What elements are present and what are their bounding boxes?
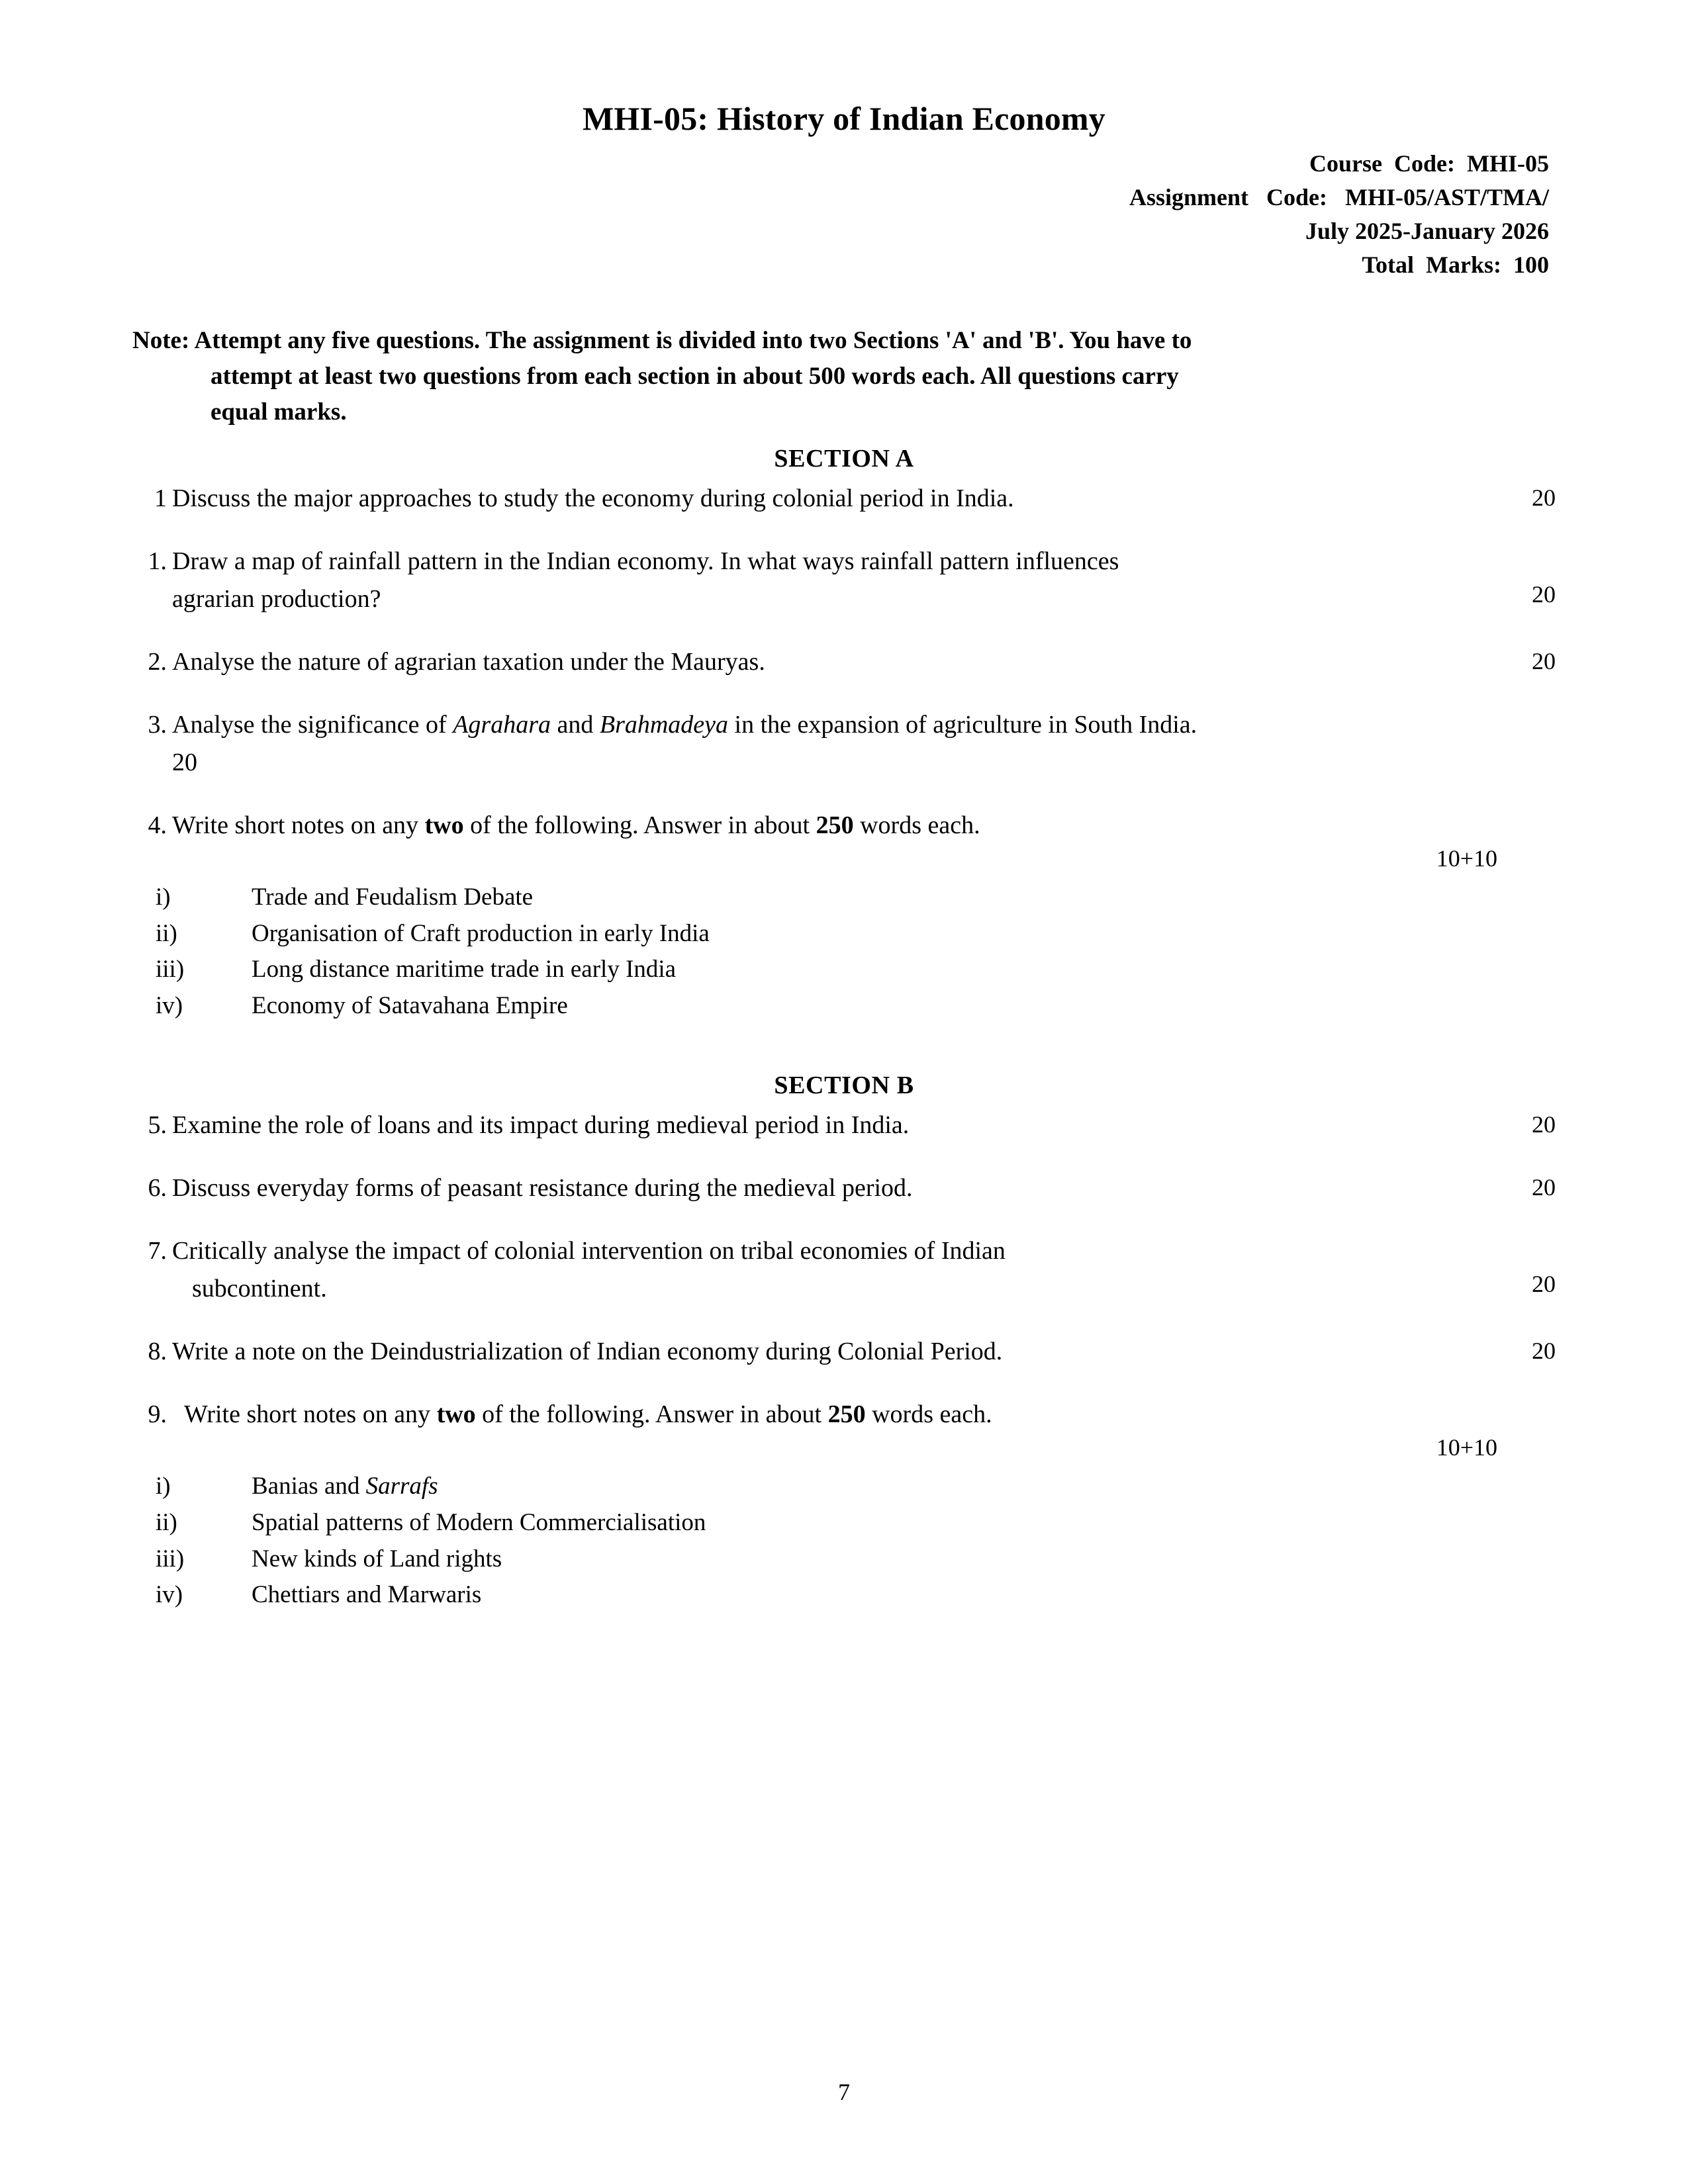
emphasis-word-count: 250 <box>816 811 854 840</box>
question-text: Write a note on the Deindustrialization of Indian economy during Colonial Period. <box>172 1338 1003 1366</box>
question-marks: 20 <box>1532 1174 1556 1201</box>
question-text: Discuss the major approaches to study the economy during colonial period in India. <box>172 484 1014 513</box>
subitem-number: iv) <box>156 991 183 1019</box>
meta-course-code: Course Code: MHI-05 <box>1309 150 1549 177</box>
subitem-label <box>252 1473 438 1500</box>
question-item <box>132 706 1556 782</box>
list-item <box>132 880 1556 915</box>
question-number: 1. <box>148 547 167 576</box>
subitem-label: Spatial patterns of Modern Commercialisation <box>252 1509 706 1537</box>
question-marks: 10+10 <box>1436 1434 1497 1461</box>
question-text-mid: and <box>550 711 600 739</box>
meta-assignment-code: Assignment Code: MHI-05/AST/TMA/ <box>1129 184 1549 211</box>
question-item <box>132 1232 1556 1308</box>
subitem-number: iii) <box>156 1545 185 1572</box>
question-item <box>132 1333 1556 1371</box>
subitem-number: i) <box>156 1473 171 1500</box>
question-number: 7. <box>148 1237 167 1265</box>
question-text: Discuss everyday forms of peasant resistance during the medieval period. <box>172 1174 913 1203</box>
page-title: MHI-05: History of Indian Economy <box>583 100 1105 137</box>
note-label: Note: <box>132 327 190 355</box>
section-a-heading: SECTION A <box>774 445 914 473</box>
question-number: 9. <box>148 1400 167 1429</box>
question-text-mid: of the following. Answer in about <box>463 811 816 840</box>
question-marks: 20 <box>172 749 197 777</box>
question-text-post: in the expansion of agriculture in South India. <box>728 711 1197 739</box>
emphasis-two: two <box>424 811 464 840</box>
question-text-line-2: agrarian production? <box>172 585 381 614</box>
question-text-post: words each. <box>865 1400 992 1429</box>
subitem-list <box>132 1469 1556 1612</box>
term-brahmadeya: Brahmadeya <box>599 711 729 739</box>
question-number: 5. <box>148 1111 167 1140</box>
section-b-heading: SECTION B <box>774 1071 914 1100</box>
emphasis-word-count: 250 <box>827 1400 866 1429</box>
term-agrahara: Agrahara <box>453 711 551 739</box>
question-item <box>132 1396 1556 1433</box>
question-text <box>172 706 1556 744</box>
question-marks: 20 <box>1532 581 1556 608</box>
question-item <box>132 1169 1556 1207</box>
question-number: 3. <box>148 711 167 739</box>
subitem-list <box>132 880 1556 1023</box>
question-item <box>132 643 1556 681</box>
question-number: 4. <box>148 811 167 840</box>
question-text <box>172 807 1450 844</box>
question-marks: 20 <box>1532 1338 1556 1365</box>
list-item <box>132 1506 1556 1541</box>
note-line-1: Attempt any five questions. The assignment is divided into two Sections 'A' and 'B'. You have to <box>194 327 1192 355</box>
list-item <box>132 1542 1556 1577</box>
note-line-3: equal marks. <box>211 398 347 426</box>
list-item <box>132 917 1556 952</box>
subitem-number: ii) <box>156 919 177 947</box>
question-item <box>132 807 1556 844</box>
page-number: 7 <box>838 2079 850 2105</box>
question-text-line-2: subcontinent. <box>192 1275 327 1303</box>
question-marks: 20 <box>1532 1111 1556 1138</box>
list-item <box>132 952 1556 987</box>
question-item <box>132 543 1556 618</box>
question-text-pre: Analyse the significance of <box>172 711 453 739</box>
question-item <box>132 480 1556 518</box>
question-text: Analyse the nature of agrarian taxation under the Mauryas. <box>172 648 765 676</box>
question-text-line-1: Draw a map of rainfall pattern in the Indian economy. In what ways rainfall pattern influences <box>172 547 1119 576</box>
subitem-label: Organisation of Craft production in early India <box>252 919 710 947</box>
list-item <box>132 1578 1556 1613</box>
course-meta-block <box>132 147 1549 282</box>
question-text-post: words each. <box>853 811 980 840</box>
subitem-label-pre: Banias and <box>252 1473 366 1500</box>
list-item <box>132 1469 1556 1504</box>
meta-total-marks: Total Marks: 100 <box>1362 251 1549 279</box>
question-marks: 20 <box>1532 484 1556 512</box>
note-line-2: attempt at least two questions from each section in about 500 words each. All questions carry <box>211 363 1179 390</box>
question-text-mid: of the following. Answer in about <box>475 1400 828 1429</box>
subitem-label: New kinds of Land rights <box>252 1545 502 1572</box>
subitem-label: Long distance maritime trade in early India <box>252 956 677 983</box>
subitem-number: ii) <box>156 1509 177 1537</box>
question-marks: 20 <box>1532 1271 1556 1298</box>
question-text <box>172 1396 1450 1433</box>
question-item <box>132 1107 1556 1144</box>
question-text-pre: Write short notes on any <box>172 811 425 840</box>
meta-session: July 2025-January 2026 <box>1305 218 1549 245</box>
question-text-line-1: Critically analyse the impact of colonial intervention on tribal economies of Indian <box>172 1237 1006 1265</box>
list-item <box>132 989 1556 1024</box>
instructions-note <box>132 323 1556 430</box>
emphasis-two: two <box>436 1400 476 1429</box>
subitem-number: i) <box>156 884 171 911</box>
question-marks: 10+10 <box>1436 845 1497 872</box>
question-number: 1 <box>154 484 167 513</box>
subitem-number: iv) <box>156 1581 183 1609</box>
question-text-pre: Write short notes on any <box>184 1400 437 1429</box>
question-number: 6. <box>148 1174 167 1203</box>
term-sarrafs: Sarrafs <box>365 1473 438 1500</box>
question-number: 8. <box>148 1338 167 1366</box>
question-number: 2. <box>148 648 167 676</box>
question-text: Examine the role of loans and its impact during medieval period in India. <box>172 1111 910 1140</box>
question-marks: 20 <box>1532 648 1556 675</box>
subitem-label: Trade and Feudalism Debate <box>252 884 534 911</box>
subitem-label: Economy of Satavahana Empire <box>252 991 568 1019</box>
subitem-number: iii) <box>156 956 185 983</box>
subitem-label: Chettiars and Marwaris <box>252 1581 482 1609</box>
